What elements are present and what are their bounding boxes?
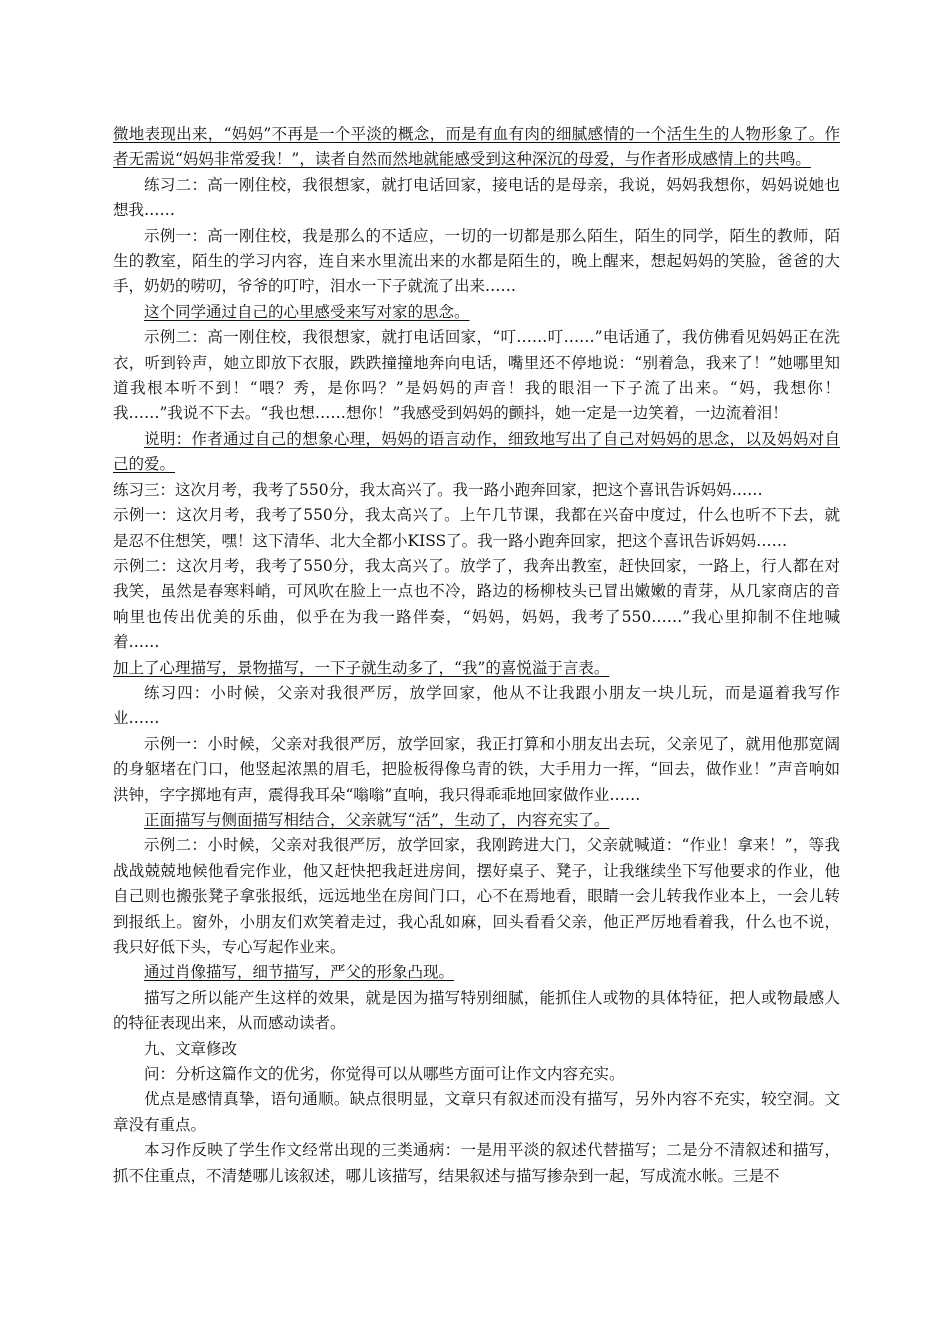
paragraph: 加上了心理描写，景物描写，一下子就生动多了，“我”的喜悦溢于言表。 (113, 658, 610, 677)
paragraph: 通过肖像描写，细节描写，严父的形象凸现。 (144, 963, 455, 982)
paragraph: 这个同学通过自己的心里感受来写对家的思念。 (144, 302, 470, 321)
paragraph: 示例二：这次月考，我考了550分，我太高兴了。放学了，我奔出教室，赶快回家，一路上，行人都在对我笑，虽然是春寒料峭，可风吹在脸上一点也不冷，路边的杨柳枝头已冒出嫩嫩的青芽，从几家商店的音响里也传出优美的乐曲，似乎在为我一路伴奏，“妈妈，妈妈，我考了550……”我心里抑制不住地喊着…… (113, 556, 840, 652)
document-body (113, 122, 840, 1189)
section-heading: 九、文章修改 (144, 1039, 238, 1058)
paragraph: 示例一：高一刚住校，我是那么的不适应，一切的一切都是那么陌生，陌生的同学，陌生的教师，陌生的教室，陌生的学习内容，连自来水里流出来的水都是陌生的，晚上醒来，想起妈妈的笑脸，爸爸的大手，奶奶的唠叨，爷爷的叮咛，泪水一下子就流了出来…… (113, 226, 840, 296)
paragraph: 练习二：高一刚住校，我很想家，就打电话回家，接电话的是母亲，我说，妈妈我想你，妈妈说她也想我…… (113, 175, 840, 220)
paragraph: 描写之所以能产生这样的效果，就是因为描写特别细腻，能抓住人或物的具体特征，把人或物最感人的特征表现出来，从而感动读者。 (113, 988, 840, 1033)
paragraph: 微地表现出来，“妈妈”不再是一个平淡的概念，而是有血有肉的细腻感情的一个活生生的人物形象了。作者无需说“妈妈非常爱我！”，读者自然而然地就能感受到这种深沉的母爱，与作者形成感情上的共鸣。 (113, 125, 840, 169)
paragraph: 优点是感情真挚，语句通顺。缺点很明显，文章只有叙述而没有描写，另外内容不充实，较空洞。文章没有重点。 (113, 1090, 840, 1134)
paragraph: 示例一：小时候，父亲对我很严厉，放学回家，我正打算和小朋友出去玩，父亲见了，就用他那宽阔的身躯堵在门口，他竖起浓黑的眉毛，把脸板得像乌青的铁，大手用力一挥，“回去，做作业！”声音响如洪钟，字字掷地有声，震得我耳朵“嗡嗡”直响，我只得乖乖地回家做作业…… (113, 734, 840, 804)
paragraph: 示例一：这次月考，我考了550分，我太高兴了。上午几节课，我都在兴奋中度过，什么也听不下去，就是忍不住想笑，嘿！这下清华、北大全都小KISS了。我一路小跑奔回家，把这个喜讯告诉妈妈…… (113, 506, 840, 550)
paragraph: 本习作反映了学生作文经常出现的三类通病：一是用平淡的叙述代替描写；二是分不清叙述和描写，抓不住重点，不清楚哪儿该叙述，哪儿该描写，结果叙述与描写掺杂到一起，写成流水帐。三是不 (113, 1141, 840, 1185)
paragraph: 问：分析这篇作文的优劣，你觉得可以从哪些方面可让作文内容充实。 (144, 1065, 625, 1084)
paragraph: 正面描写与侧面描写相结合，父亲就写“活”，生动了，内容充实了。 (144, 810, 610, 829)
paragraph: 说明：作者通过自己的想象心理，妈妈的语言动作，细致地写出了自己对妈妈的思念，以及妈妈对自己的爱。 (113, 429, 840, 474)
paragraph: 练习四：小时候，父亲对我很严厉，放学回家，他从不让我跟小朋友一块儿玩，而是逼着我写作业…… (113, 683, 840, 728)
paragraph: 示例二：高一刚住校，我很想家，就打电话回家，“叮……叮……”电话通了，我仿佛看见妈妈正在洗衣，听到铃声，她立即放下衣服，跌跌撞撞地奔向电话，嘴里还不停地说：“别着急，我来了！”她哪里知道我根本听不到！“喂？秀，是你吗？”是妈妈的声音！我的眼泪一下子流了出来。“妈，我想你！我……”我说不下去。“我也想……想你！”我感受到妈妈的颤抖，她一定是一边笑着，一边流着泪！ (113, 328, 840, 423)
paragraph: 示例二：小时候，父亲对我很严厉，放学回家，我刚跨进大门，父亲就喊道：“作业！拿来！”，等我战战兢兢地候他看完作业，他又赶快把我赶进房间，摆好桌子、凳子，让我继续坐下写他要求的作业，他自己则也搬张凳子拿张报纸，远远地坐在房间门口，心不在焉地看，眼睛一会儿转我作业本上，一会儿转到报纸上。窗外，小朋友们欢笑着走过，我心乱如麻，回头看看父亲，他正严厉地看着我，什么也不说，我只好低下头，专心写起作业来。 (113, 836, 840, 956)
paragraph: 练习三：这次月考，我考了550分，我太高兴了。我一路小跑奔回家，把这个喜讯告诉妈妈…… (113, 480, 763, 499)
